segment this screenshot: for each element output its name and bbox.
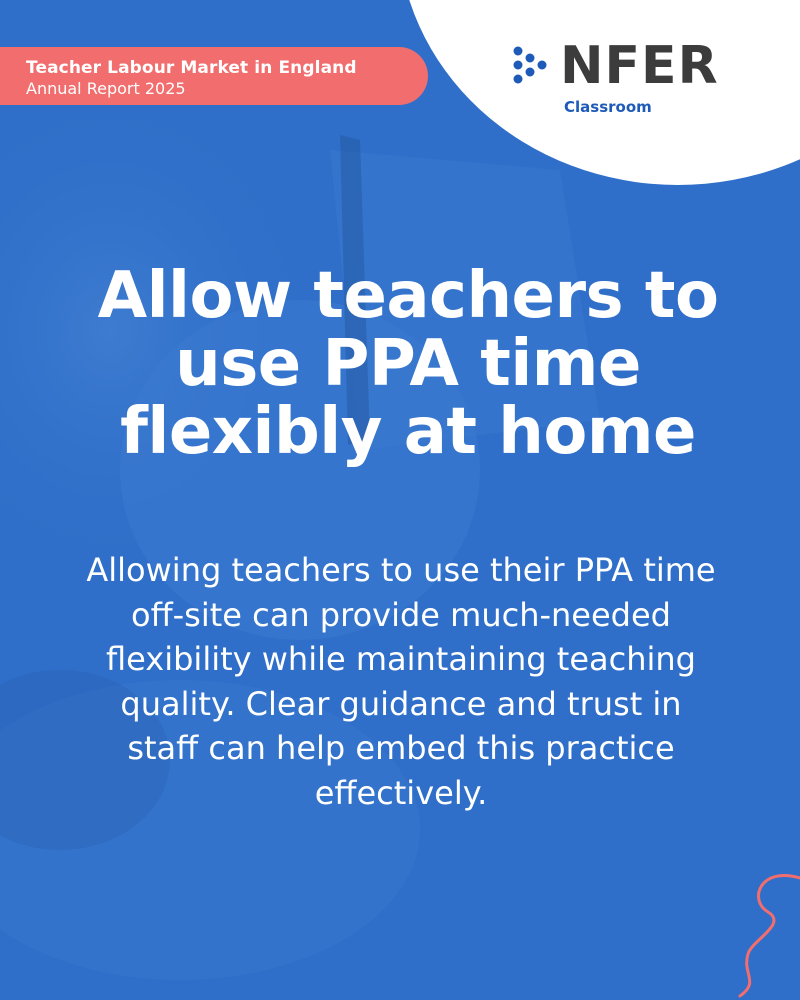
classroom-label: Classroom xyxy=(564,98,652,116)
report-year-subtitle: Annual Report 2025 xyxy=(26,79,186,98)
report-series-title: Teacher Labour Market in England xyxy=(26,58,357,78)
nfer-wordmark: NFER xyxy=(560,36,719,96)
report-tag xyxy=(0,47,428,105)
body-text: Allowing teachers to use their PPA time off-site can provide much-needed flexibility while maintaining teaching quality. Clear guidance and trust in staff can help embed this practice effectively. xyxy=(86,551,716,812)
headline: Allow teachers to use PPA time flexibly at home xyxy=(97,259,719,469)
coral-squiggle-decoration xyxy=(690,870,800,1000)
nfer-dots-icon xyxy=(512,45,558,87)
nfer-logo xyxy=(512,36,742,120)
